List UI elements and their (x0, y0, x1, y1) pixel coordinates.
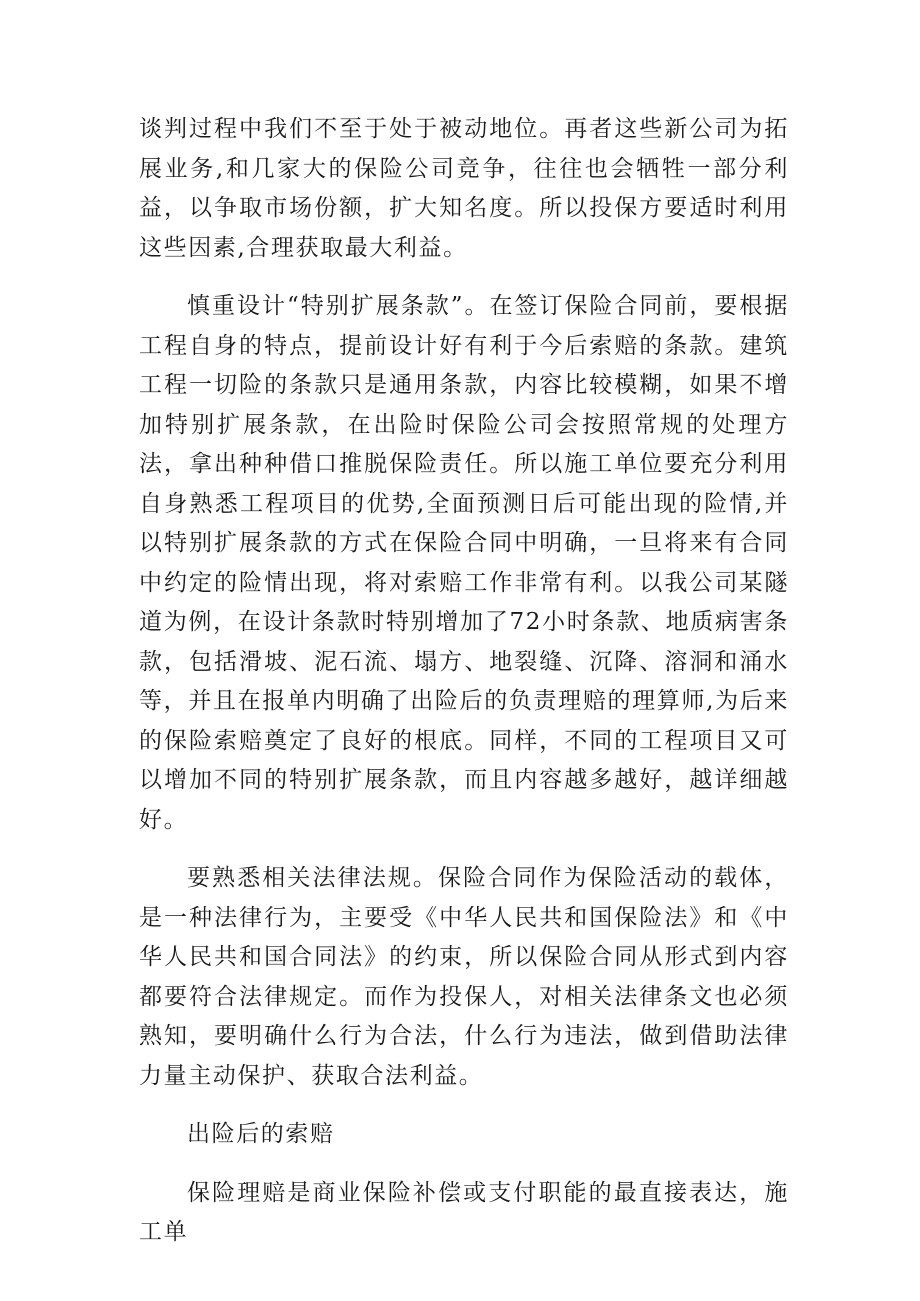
paragraph-negotiation: 谈判过程中我们不至于处于被动地位。再者这些新公司为拓展业务,和几家大的保险公司竞争，往往也会牺牲一部分利益，以争取市场份额，扩大知名度。所以投保方要适时利用这些因素,合理获取最大利益。 (139, 116, 789, 261)
paragraph-special-clauses: 慎重设计“特别扩展条款”。在签订保险合同前，要根据工程自身的特点，提前设计好有利于今后索赔的条款。建筑工程一切险的条款只是通用条款，内容比较模糊，如果不增加特别扩展条款，在出险时保险公司会按照常规的处理方法，拿出种种借口推脱保险责任。所以施工单位要充分利用自身熟悉工程项目的优势,全面预测日后可能出现的险情,并以特别扩展条款的方式在保险合同中明确，一旦将来有合同中约定的险情出现，将对索赔工作非常有利。以我公司某隧道为例，在设计条款时特别增加了72小时条款、地质病害条款，包括滑坡、泥石流、塌方、地裂缝、沉降、溶洞和涌水等，并且在报单内明确了出险后的负责理赔的理算师,为后来的保险索赔奠定了良好的根底。同样，不同的工程项目又可以增加不同的特别扩展条款，而且内容越多越好，越详细越好。 (139, 293, 789, 833)
section-heading-claims: 出险后的索赔 (187, 1121, 335, 1147)
document-body (139, 110, 789, 1272)
paragraph-laws: 要熟悉相关法律法规。保险合同作为保险活动的载体，是一种法律行为，主要受《中华人民共和国保险法》和《中华人民共和国合同法》的约束，所以保险合同从形式到内容都要符合法律规定。而作为投保人，对相关法律条文也必须熟知，要明确什么行为合法，什么行为违法，做到借助法律力量主动保护、获取合法利益。 (139, 865, 789, 1089)
paragraph-claims: 保险理赔是商业保险补偿或支付职能的最直接表达，施工单 (139, 1179, 789, 1245)
